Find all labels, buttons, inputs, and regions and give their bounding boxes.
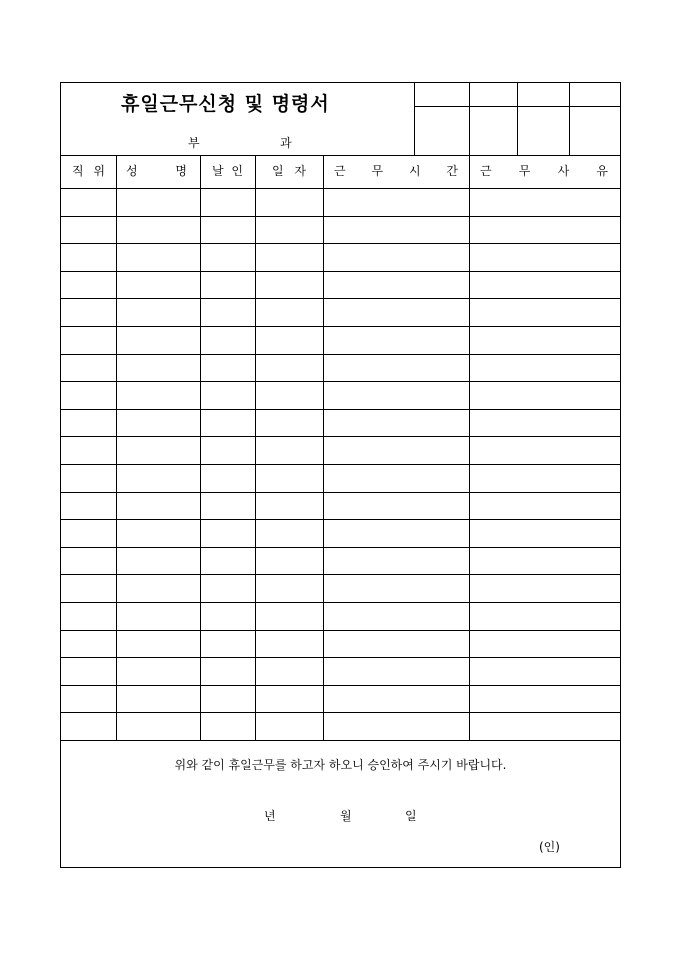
table-row bbox=[61, 685, 620, 713]
table-row bbox=[61, 216, 620, 244]
approval-row-divider bbox=[415, 106, 621, 107]
col-header-seal bbox=[200, 155, 255, 188]
table-row bbox=[61, 547, 620, 575]
col-header-char: 일 bbox=[272, 164, 284, 178]
table-row bbox=[61, 271, 620, 299]
col-header-char: 무 bbox=[518, 164, 531, 178]
footer-month-label: 월 bbox=[340, 809, 352, 823]
col-header-position bbox=[61, 155, 116, 188]
table-row bbox=[61, 298, 620, 326]
table-row bbox=[61, 188, 620, 216]
col-header-char: 간 bbox=[446, 164, 458, 178]
footer-seal-label: (인) bbox=[539, 840, 560, 854]
holiday-work-form bbox=[60, 82, 621, 868]
col-header-char: 근 bbox=[334, 164, 346, 178]
approval-divider bbox=[469, 83, 470, 155]
col-header-char: 위 bbox=[93, 164, 105, 178]
approval-box bbox=[414, 83, 621, 155]
table-row bbox=[61, 381, 620, 409]
table-row bbox=[61, 574, 620, 602]
col-header-char: 근 bbox=[480, 164, 492, 178]
col-header-char: 명 bbox=[175, 164, 187, 178]
approval-divider bbox=[517, 83, 518, 155]
table-row bbox=[61, 630, 620, 658]
table-row-divider bbox=[61, 740, 620, 741]
table-row bbox=[61, 436, 620, 464]
table-row bbox=[61, 657, 620, 685]
form-header bbox=[61, 83, 620, 155]
footer-day-label: 일 bbox=[405, 809, 417, 823]
col-header-char: 자 bbox=[294, 164, 306, 178]
dept-bu-label: 부 bbox=[188, 136, 200, 150]
table-row bbox=[61, 326, 620, 354]
table-row bbox=[61, 712, 620, 740]
footer-year-label: 년 bbox=[264, 809, 276, 823]
col-header-work-time bbox=[323, 155, 469, 188]
col-header-char: 직 bbox=[72, 164, 84, 178]
form-title: 휴일근무신청 및 명령서 bbox=[121, 93, 330, 115]
col-header-char: 날 bbox=[212, 164, 224, 178]
table-row bbox=[61, 492, 620, 520]
col-header-char: 사 bbox=[557, 164, 570, 178]
dept-gwa-label: 과 bbox=[280, 136, 292, 150]
col-header-date bbox=[255, 155, 323, 188]
table-row bbox=[61, 354, 620, 382]
approval-divider bbox=[569, 83, 570, 155]
table-row bbox=[61, 602, 620, 630]
col-header-name bbox=[116, 155, 200, 188]
table-row bbox=[61, 464, 620, 492]
table-row bbox=[61, 243, 620, 271]
table-row bbox=[61, 519, 620, 547]
col-header-char: 유 bbox=[596, 164, 608, 178]
col-header-char: 인 bbox=[231, 164, 243, 178]
col-header-work-reason bbox=[469, 155, 620, 188]
footer-statement: 위와 같이 휴일근무를 하고자 하오니 승인하여 주시기 바랍니다. bbox=[174, 758, 507, 772]
col-header-char: 성 bbox=[126, 164, 138, 178]
col-header-char: 무 bbox=[371, 164, 384, 178]
table-row bbox=[61, 409, 620, 437]
col-header-char: 시 bbox=[408, 164, 421, 178]
